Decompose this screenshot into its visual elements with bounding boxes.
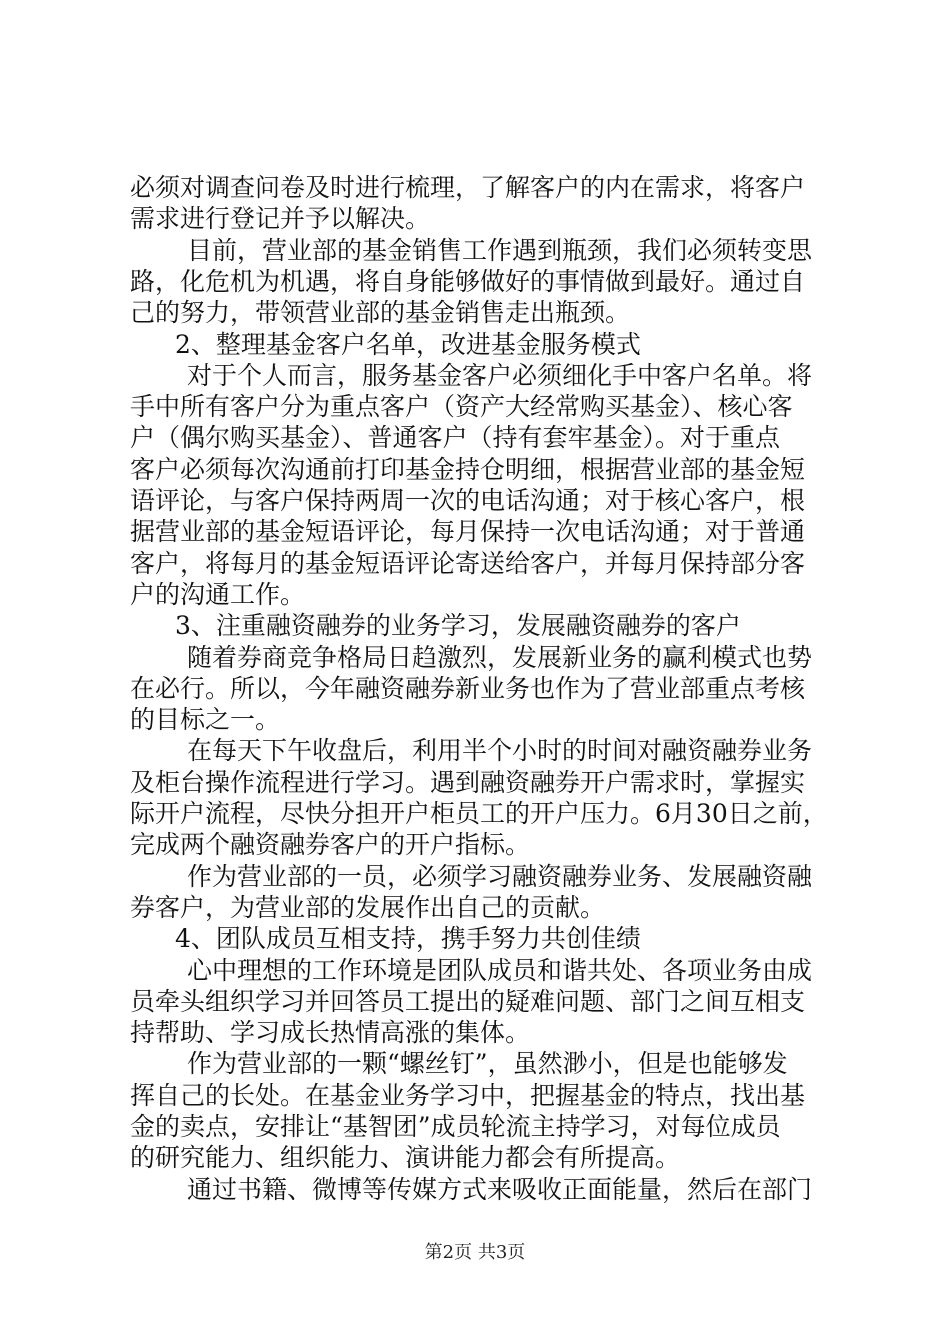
body-text-line: 完成两个融资融券客户的开户指标。 (130, 830, 531, 859)
body-text-line: 通过书籍、微博等传媒方式来吸收正面能量，然后在部门 (187, 1175, 813, 1204)
body-text-line: 在必行。所以，今年融资融券新业务也作为了营业部重点考核 (130, 674, 806, 703)
section-heading: 4、团队成员互相支持，携手努力共创佳绩 (175, 924, 641, 953)
body-text-line: 及柜台操作流程进行学习。遇到融资融券开户需求时，掌握实 (130, 768, 806, 797)
body-text-line: 券客户，为营业部的发展作出自己的贡献。 (130, 893, 606, 922)
body-text-line: 据营业部的基金短语评论，每月保持一次电话沟通；对于普通 (130, 517, 806, 546)
body-text-line: 户（偶尔购买基金）、普通客户（持有套牢基金）。对于重点 (130, 423, 781, 452)
paragraph-first-line: 目前，营业部的基金销售工作遇到瓶颈，我们必须转变思 (187, 236, 813, 265)
body-text-line: 需求进行登记并予以解决。 (130, 204, 431, 233)
body-text-line: 户的沟通工作。 (130, 580, 306, 609)
body-text-line: 客户，将每月的基金短语评论寄送给客户，并每月保持部分客 (130, 549, 806, 578)
section-heading: 3、注重融资融券的业务学习，发展融资融券的客户 (175, 611, 741, 640)
body-text-line: 的目标之一。 (130, 705, 281, 734)
paragraph-first-line: 心中理想的工作环境是团队成员和谐共处、各项业务由成 (187, 956, 813, 985)
body-text-line: 路，化危机为机遇，将自身能够做好的事情做到最好。通过自 (130, 267, 806, 296)
body-text-line: 持帮助、学习成长热情高涨的集体。 (130, 1018, 531, 1047)
body-text-line: 客户必须每次沟通前打印基金持仓明细，根据营业部的基金短 (130, 455, 806, 484)
body-text-line: 员牵头组织学习并回答员工提出的疑难问题、部门之间互相支 (130, 987, 806, 1016)
body-text-line: 己的努力，带领营业部的基金销售走出瓶颈。 (130, 298, 631, 327)
body-text-line: 手中所有客户分为重点客户（资产大经常购买基金）、核心客 (130, 392, 793, 421)
body-text-line: 际开户流程，尽快分担开户柜员工的开户压力。6月30日之前， (130, 799, 828, 828)
body-text-line: 的研究能力、组织能力、演讲能力都会有所提高。 (130, 1143, 681, 1172)
section-heading: 2、整理基金客户名单，改进基金服务模式 (175, 330, 641, 359)
body-text-line: 作为营业部的一颗“螺丝钉”，虽然渺小，但是也能够发 (187, 1049, 788, 1078)
paragraph-first-line: 在每天下午收盘后，利用半个小时的时间对融资融券业务 (187, 736, 813, 765)
paragraph-first-line: 随着券商竞争格局日趋激烈，发展新业务的赢利模式也势 (187, 643, 813, 672)
body-text-line: 必须对调查问卷及时进行梳理，了解客户的内在需求，将客户 (130, 173, 806, 202)
body-text-line: 语评论，与客户保持两周一次的电话沟通；对于核心客户，根 (130, 486, 806, 515)
page-footer: 第2页 共3页 (424, 1242, 526, 1263)
body-text-line: 金的卖点，安排让“基智团”成员轮流主持学习，对每位成员 (130, 1112, 781, 1141)
paragraph-first-line: 作为营业部的一员，必须学习融资融券业务、发展融资融 (187, 862, 813, 891)
body-text-line: 挥自己的长处。在基金业务学习中，把握基金的特点，找出基 (130, 1081, 806, 1110)
paragraph-first-line: 对于个人而言，服务基金客户必须细化手中客户名单。将 (187, 361, 813, 390)
